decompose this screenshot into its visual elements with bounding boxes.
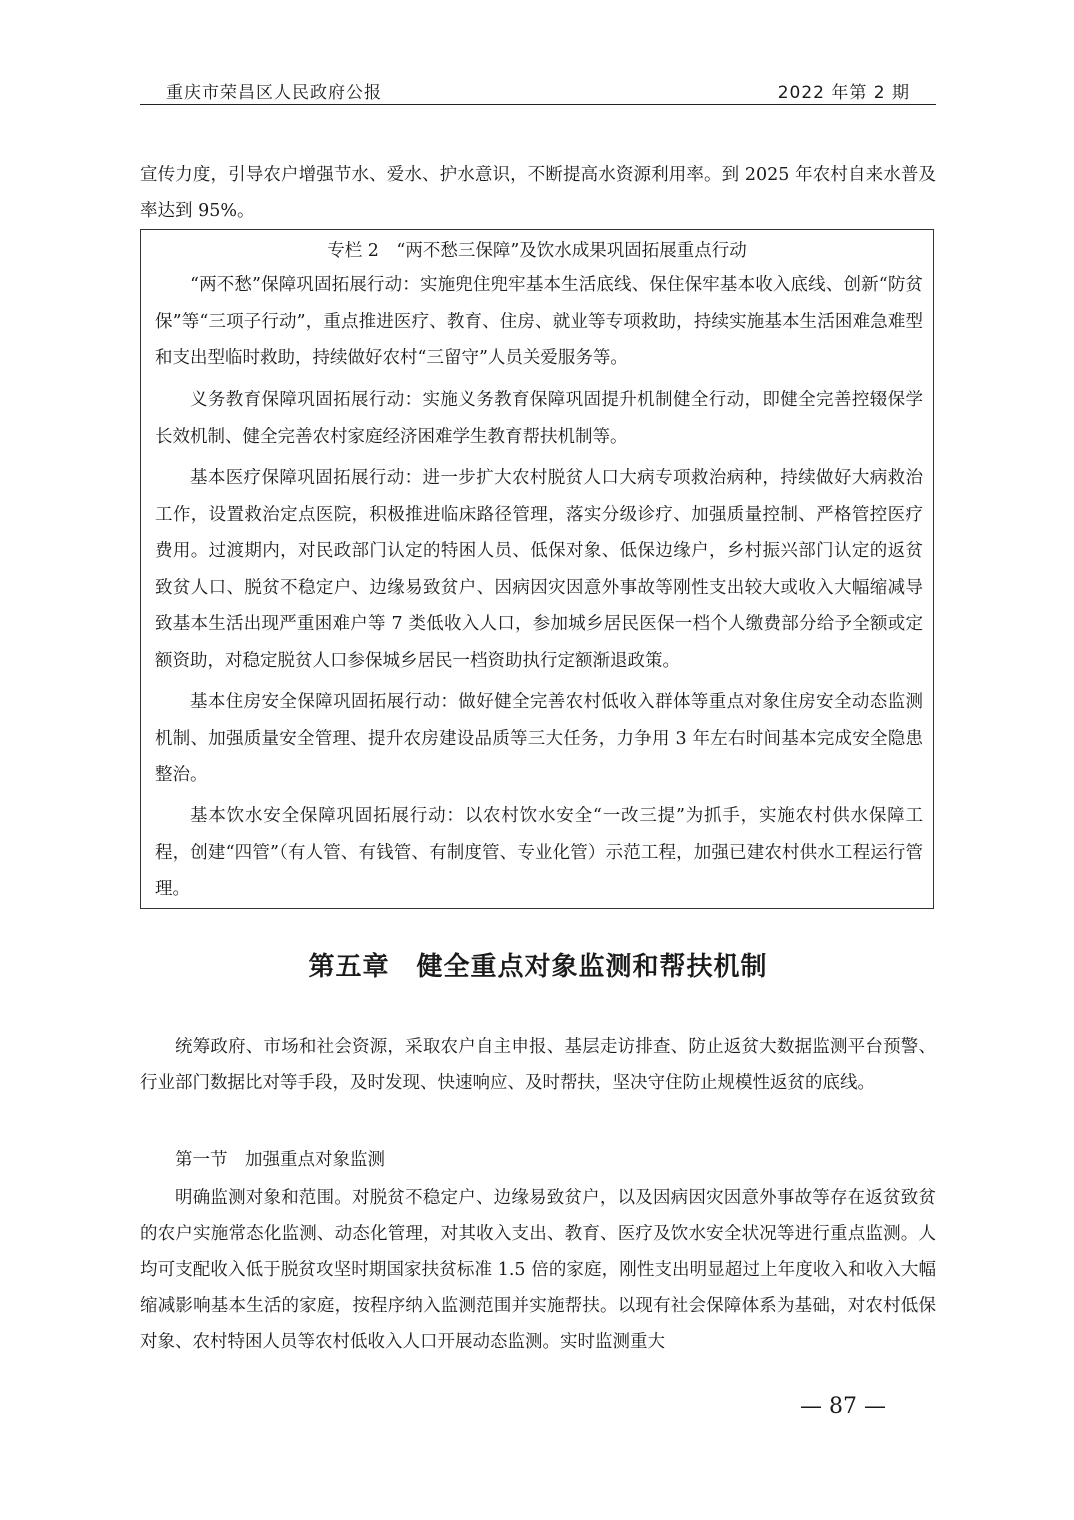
page-number: — 87 — xyxy=(800,1394,886,1419)
box-paragraph-education: 义务教育保障巩固拓展行动：实施义务教育保障巩固提升机制健全行动，即健全完善控辍保学长效机制、健全完善农村家庭经济困难学生教育帮扶机制等。 xyxy=(155,390,923,447)
section-title: 第一节 加强重点对象监测 xyxy=(175,1150,385,1170)
box-title: 专栏 2 “两不愁三保障”及饮水成果巩固拓展重点行动 xyxy=(327,241,747,261)
chapter-intro-paragraph: 统筹政府、市场和社会资源，采取农户自主申报、基层走访排查、防止返贫大数据监测平台预警、行业部门数据比对等手段，及时发现、快速响应、及时帮扶，坚决守住防止规模性返贫的底线。 xyxy=(140,1037,936,1093)
issue-number: 2022 年第 2 期 xyxy=(777,83,910,103)
gazette-title: 重庆市荣昌区人民政府公报 xyxy=(166,83,382,103)
intro-paragraph: 宣传力度，引导农户增强节水、爱水、护水意识，不断提高水资源利用率。到 2025 年农村自来水普及率达到 95%。 xyxy=(140,165,936,221)
chapter-title: 第五章 健全重点对象监测和帮扶机制 xyxy=(308,952,768,982)
box-paragraph-housing: 基本住房安全保障巩固拓展行动：做好健全完善农村低收入群体等重点对象住房安全动态监测机制、加强质量安全管理、提升农房建设品质等三大任务，力争用 3 年左右时间基本完成安全隐患整治。 xyxy=(155,692,923,786)
box-paragraph-medical: 基本医疗保障巩固拓展行动：进一步扩大农村脱贫人口大病专项救治病种，持续做好大病救治工作，设置救治定点医院，积极推进临床路径管理，落实分级诊疗、加强质量控制、严格管控医疗费用。过渡期内，对民政部门认定的特困人员、低保对象、低保边缘户，乡村振兴部门认定的返贫致贫人口、脱贫不稳定户、边缘易致贫户、因病因灾因意外事故等刚性支出较大或收入大幅缩减导致基本生活出现严重困难户等 7 类低收入人口，参加城乡居民医保一档个人缴费部分给予全额或定额资助，对稳定脱贫人口参保城乡居民一档资助执行定额渐退政策。 xyxy=(155,468,923,671)
page-header xyxy=(140,74,936,105)
section-paragraph: 明确监测对象和范围。对脱贫不稳定户、边缘易致贫户，以及因病因灾因意外事故等存在返贫致贫的农户实施常态化监测、动态化管理，对其收入支出、教育、医疗及饮水安全状况等进行重点监测。人均可支配收入低于脱贫攻坚时期国家扶贫标准 1.5 倍的家庭，刚性支出明显超过上年度收入和收入大幅缩减影响基本生活的家庭，按程序纳入监测范围并实施帮扶。以现有社会保障体系为基础，对农村低保对象、农村特困人员等农村低收入人口开展动态监测。实时监测重大 xyxy=(140,1188,936,1352)
feature-box xyxy=(140,229,934,909)
box-paragraph-two-worries: “两不愁”保障巩固拓展行动：实施兜住兜牢基本生活底线、保住保牢基本收入底线、创新“防贫保”等“三项子行动”，重点推进医疗、教育、住房、就业等专项救助，持续实施基本生活困难急难型和支出型临时救助，持续做好农村“三留守”人员关爱服务等。 xyxy=(155,275,923,369)
box-paragraph-water: 基本饮水安全保障巩固拓展行动：以农村饮水安全“一改三提”为抓手，实施农村供水保障工程，创建“四管”（有人管、有钱管、有制度管、专业化管）示范工程，加强已建农村供水工程运行管理。 xyxy=(155,806,923,900)
